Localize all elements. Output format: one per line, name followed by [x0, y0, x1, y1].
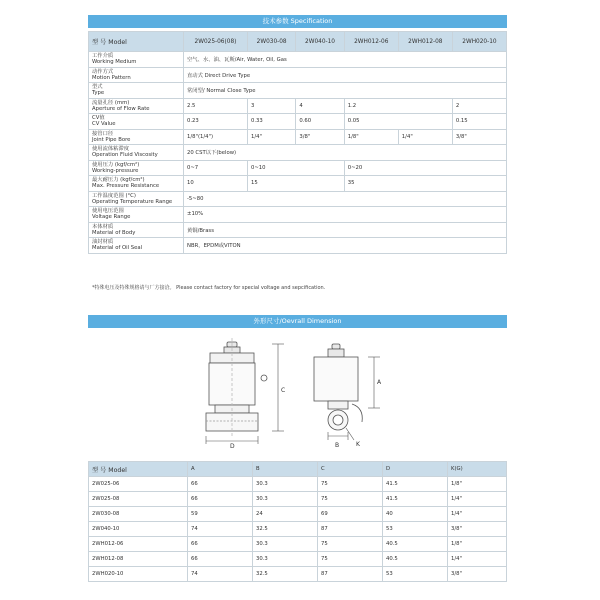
dimension-header-cell: K(G)	[448, 462, 507, 477]
dimension-cell: 2WH012-06	[89, 537, 188, 552]
spec-row-label	[89, 52, 184, 68]
spec-label-zh: 油封材质	[92, 239, 114, 246]
valve-side-view	[314, 344, 362, 430]
spec-label-en: Joint Pipe Bore	[92, 136, 131, 143]
spec-value-cell: 0~20	[344, 160, 506, 176]
dimension-cell: 32.5	[253, 522, 318, 537]
dimension-cell: 1/8"	[448, 537, 507, 552]
dimension-cell: 69	[318, 507, 383, 522]
spec-model-col: 2WH020-10	[452, 32, 506, 52]
spec-row-label	[89, 145, 184, 161]
spec-value-cell: 1.2	[344, 98, 452, 114]
spec-row-label	[89, 222, 184, 238]
spec-value-cell: 15	[247, 176, 344, 192]
dimension-cell: 3/8"	[448, 522, 507, 537]
spec-label-en: Material of Body	[92, 229, 136, 236]
dimension-row	[89, 477, 507, 492]
dimension-header-cell: B	[253, 462, 318, 477]
dimension-cell: 87	[318, 522, 383, 537]
spec-label-zh: 流量孔径 (mm)	[92, 99, 130, 106]
spec-label-en: Operating Temperature Range	[92, 198, 173, 205]
spec-row-label	[89, 114, 184, 130]
spec-label-en: Type	[92, 90, 105, 97]
spec-label-en: Working-pressure	[92, 167, 139, 174]
spec-value-cell: 0~10	[247, 160, 344, 176]
spec-row	[89, 145, 507, 161]
spec-row	[89, 114, 507, 130]
spec-value-cell: 黄铜/Brass	[184, 222, 507, 238]
dimension-cell: 75	[318, 552, 383, 567]
dim-letter-k: K	[356, 441, 360, 448]
spec-label-zh: 使用压力 (kgf/cm²)	[92, 161, 140, 168]
dimension-cell: 2WH020-10	[89, 567, 188, 582]
dimension-cell: 41.5	[383, 477, 448, 492]
spec-label-zh: 接管口径	[92, 130, 114, 137]
spec-value-cell: 0.33	[247, 114, 295, 130]
spec-value-cell: 35	[344, 176, 506, 192]
dimension-row	[89, 522, 507, 537]
spec-model-col: 2WH012-06	[344, 32, 398, 52]
spec-label-en: Max. Pressure Resistance	[92, 183, 160, 190]
spec-row	[89, 67, 507, 83]
spec-row	[89, 238, 507, 254]
dimension-cell: 1/4"	[448, 492, 507, 507]
dimension-cell: 40.5	[383, 552, 448, 567]
spec-model-col: 2W025-06(08)	[184, 32, 248, 52]
spec-value-cell: 1/4"	[247, 129, 295, 145]
spec-value-cell: 1/8"	[344, 129, 398, 145]
dimension-cell: 2W040-10	[89, 522, 188, 537]
spec-row-label	[89, 160, 184, 176]
dimension-cell: 74	[188, 522, 253, 537]
dimension-cell: 2W030-08	[89, 507, 188, 522]
dimension-cell: 1/4"	[448, 507, 507, 522]
dimension-cell: 32.5	[253, 567, 318, 582]
dimension-header-cell: D	[383, 462, 448, 477]
dimension-cell: 75	[318, 492, 383, 507]
valve-dimension-diagram	[88, 336, 507, 456]
spec-label-en: Aperture of Flow Rate	[92, 105, 150, 112]
spec-label-zh: 使用流体粘滞度	[92, 146, 130, 153]
spec-model-col: 2WH012-08	[398, 32, 452, 52]
dimension-cell: 53	[383, 522, 448, 537]
spec-row-label	[89, 191, 184, 207]
spec-row	[89, 160, 507, 176]
spec-label-en: Operation Fluid Viscosity	[92, 152, 158, 159]
spec-label-zh: CV值	[92, 115, 105, 122]
dimension-row	[89, 507, 507, 522]
spec-model-label: 型 号 Model	[89, 32, 184, 52]
spec-value-cell: -5~80	[184, 191, 507, 207]
dimension-cell: 40	[383, 507, 448, 522]
spec-label-en: Material of Oil Seal	[92, 245, 143, 252]
spec-value-cell: 1/4"	[398, 129, 452, 145]
spec-label-zh: 最大耐压力 (kgf/cm²)	[92, 177, 145, 184]
dimension-cell: 66	[188, 492, 253, 507]
dimension-cell: 53	[383, 567, 448, 582]
dimension-row	[89, 567, 507, 582]
spec-value-cell: 常闭型/ Normal Close Type	[184, 83, 507, 99]
dimension-cell: 3/8"	[448, 567, 507, 582]
spec-value-cell: 10	[184, 176, 248, 192]
dimension-header-cell: A	[188, 462, 253, 477]
spec-row	[89, 129, 507, 145]
dimension-cell: 24	[253, 507, 318, 522]
dimension-cell: 66	[188, 477, 253, 492]
dimension-header-cell: C	[318, 462, 383, 477]
spec-model-col: 2W040-10	[296, 32, 344, 52]
dimension-cell: 75	[318, 477, 383, 492]
dimension-cell: 74	[188, 567, 253, 582]
dimension-row	[89, 552, 507, 567]
dimension-header-cell: 型 号 Model	[89, 462, 188, 477]
spec-row-label	[89, 129, 184, 145]
spec-value-cell: 3/8"	[452, 129, 506, 145]
spec-value-cell: 0~7	[184, 160, 248, 176]
dimension-cell: 41.5	[383, 492, 448, 507]
dimension-table	[88, 461, 507, 582]
dimension-cell: 30.3	[253, 552, 318, 567]
spec-value-cell: 直动式 Direct Drive Type	[184, 67, 507, 83]
dimension-header-row	[89, 462, 507, 477]
spec-value-cell: NBR，EPDM或VITON	[184, 238, 507, 254]
spec-value-cell: 0.60	[296, 114, 344, 130]
dimension-cell: 1/4"	[448, 552, 507, 567]
spec-row-label	[89, 207, 184, 223]
dimension-cell: 66	[188, 537, 253, 552]
spec-label-en: Voltage Range	[92, 214, 131, 221]
spec-row-label	[89, 67, 184, 83]
dimension-cell: 2WH012-08	[89, 552, 188, 567]
dim-letter-b: B	[335, 442, 340, 449]
spec-value-cell: 空气、水、油、瓦斯/Air, Water, Oil, Gas	[184, 52, 507, 68]
dimension-cell: 2W025-06	[89, 477, 188, 492]
dimension-cell: 30.3	[253, 537, 318, 552]
spec-value-cell: 2.5	[184, 98, 248, 114]
dim-letter-c: C	[281, 387, 286, 394]
spec-row	[89, 52, 507, 68]
valve-front-view	[206, 338, 267, 436]
spec-model-col: 2W030-08	[247, 32, 295, 52]
spec-value-cell: ±10%	[184, 207, 507, 223]
spec-row-label	[89, 83, 184, 99]
spec-value-cell: 0.23	[184, 114, 248, 130]
dimension-cell: 1/8"	[448, 477, 507, 492]
spec-table	[88, 31, 507, 254]
spec-row-label	[89, 98, 184, 114]
spec-value-cell: 0.05	[344, 114, 452, 130]
spec-row	[89, 207, 507, 223]
dim-letter-d: D	[230, 443, 235, 450]
spec-banner: 技术参数 Specification	[88, 15, 507, 28]
spec-value-cell: 0.15	[452, 114, 506, 130]
spec-row	[89, 98, 507, 114]
spec-label-zh: 使用电压范围	[92, 208, 124, 215]
dimension-cell: 87	[318, 567, 383, 582]
dim-letter-a: A	[377, 379, 382, 386]
dimension-cell: 30.3	[253, 477, 318, 492]
spec-row	[89, 176, 507, 192]
dimension-cell: 59	[188, 507, 253, 522]
spec-row	[89, 83, 507, 99]
dimension-banner: 外形尺寸/Oevrall Dimension	[88, 315, 507, 328]
dimension-row	[89, 537, 507, 552]
spec-value-cell: 3/8"	[296, 129, 344, 145]
spec-label-en: Motion Pattern	[92, 74, 131, 81]
dimension-cell: 75	[318, 537, 383, 552]
spec-label-zh: 工作温度范围 (°C)	[92, 192, 136, 199]
spec-row-label	[89, 238, 184, 254]
spec-row	[89, 191, 507, 207]
dimension-cell: 40.5	[383, 537, 448, 552]
spec-note: *特殊电压及特殊规格请与厂方接洽。 Please contact factory for special voltage and sepcification.	[92, 285, 326, 291]
spec-value-cell: 20 CST以下(below)	[184, 145, 507, 161]
spec-label-zh: 本体材质	[92, 223, 114, 230]
spec-label-en: CV Value	[92, 121, 116, 128]
spec-header-row	[89, 32, 507, 52]
spec-label-en: Working Medium	[92, 59, 137, 66]
spec-label-zh: 动作方式	[92, 68, 114, 75]
dimension-cell: 30.3	[253, 492, 318, 507]
spec-value-cell: 2	[452, 98, 506, 114]
spec-value-cell: 4	[296, 98, 344, 114]
spec-label-zh: 型式	[92, 84, 103, 91]
spec-row	[89, 222, 507, 238]
dimension-row	[89, 492, 507, 507]
spec-value-cell: 1/8"(1/4")	[184, 129, 248, 145]
spec-row-label	[89, 176, 184, 192]
dimension-cell: 66	[188, 552, 253, 567]
spec-label-zh: 工作介质	[92, 53, 114, 60]
spec-value-cell: 3	[247, 98, 295, 114]
dimension-cell: 2W025-08	[89, 492, 188, 507]
